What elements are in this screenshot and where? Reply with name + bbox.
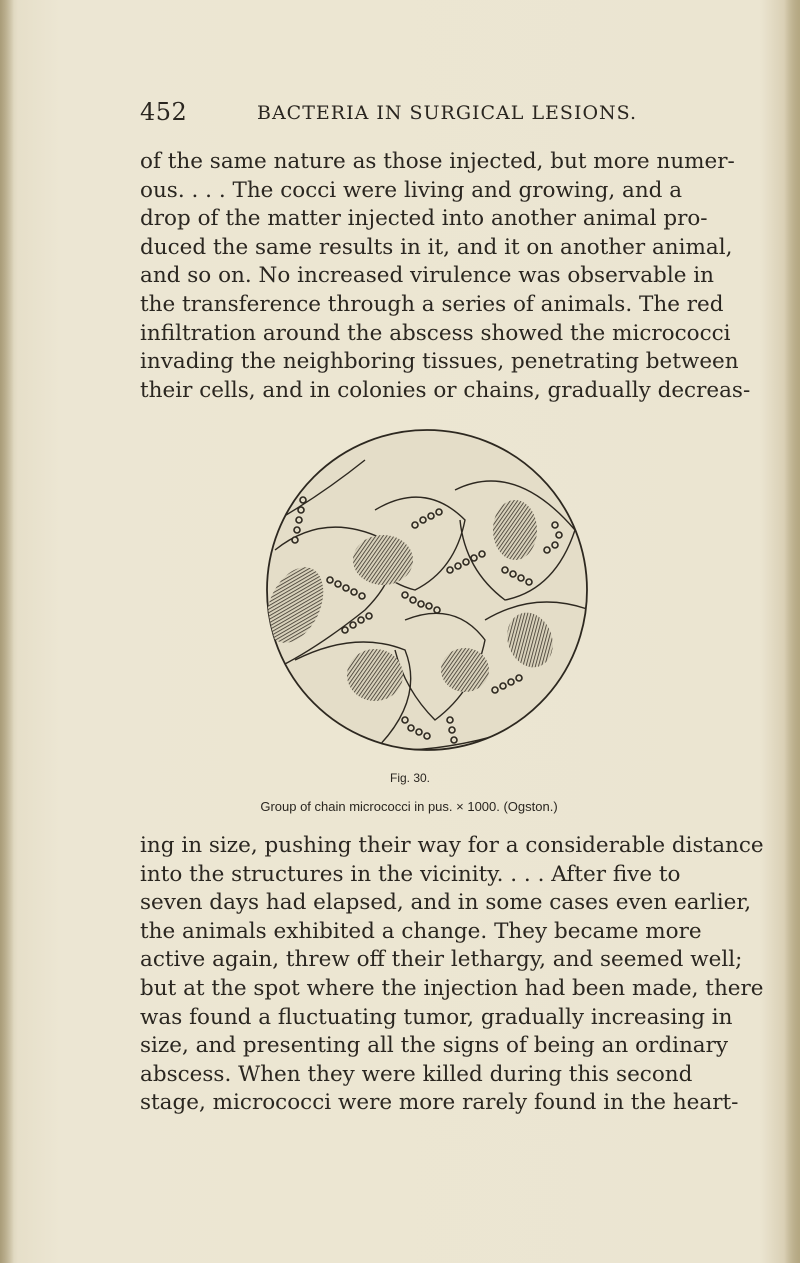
text-line: stage, micrococci were more rarely found in the heart- (140, 1090, 739, 1116)
text-line: ing in size, pushing their way for a considerable distance (140, 833, 764, 858)
figure-caption: Group of chain micrococci in pus. × 1000. (Ogston.) (260, 799, 558, 814)
paragraph-top (140, 148, 751, 405)
text-line: seven days had elapsed, and in some cases even earlier, (140, 890, 752, 916)
text-line: invading the neighboring tissues, penetrating between (140, 349, 739, 375)
page-edge-shadow (784, 0, 800, 1263)
page-number: 452 (140, 98, 188, 126)
text-line: drop of the matter injected into another animal pro- (140, 206, 708, 232)
text-line: abscess. When they were killed during this second (140, 1061, 693, 1087)
text-line: duced the same results in it, and it on another animal, (140, 234, 733, 260)
page-header (140, 92, 660, 132)
text-line: active again, threw off their lethargy, and seemed well; (140, 947, 743, 973)
text-line: of the same nature as those injected, but more numer- (140, 149, 735, 174)
text-line: ous. . . . The cocci were living and growing, and a (140, 177, 683, 203)
text-line: into the structures in the vicinity. . . . After five to (140, 861, 681, 887)
micrococci-illustration (255, 420, 605, 770)
text-line: the animals exhibited a change. They became more (140, 918, 702, 944)
text-line: infiltration around the abscess showed the micrococci (140, 320, 731, 346)
running-head: BACTERIA IN SURGICAL LESIONS. (257, 102, 638, 124)
paragraph-bottom (140, 832, 764, 1118)
text-line: the transference through a series of animals. The red (140, 291, 724, 317)
text-line: and so on. No increased virulence was observable in (140, 263, 714, 289)
page-gutter-shadow (0, 0, 14, 1263)
text-line: their cells, and in colonies or chains, gradually decreas- (140, 377, 751, 403)
text-line: size, and presenting all the signs of being an ordinary (140, 1033, 729, 1059)
figure-label: Fig. 30. (389, 771, 431, 785)
text-line: but at the spot where the injection had been made, there (140, 975, 764, 1001)
text-line: was found a fluctuating tumor, gradually increasing in (140, 1004, 733, 1030)
